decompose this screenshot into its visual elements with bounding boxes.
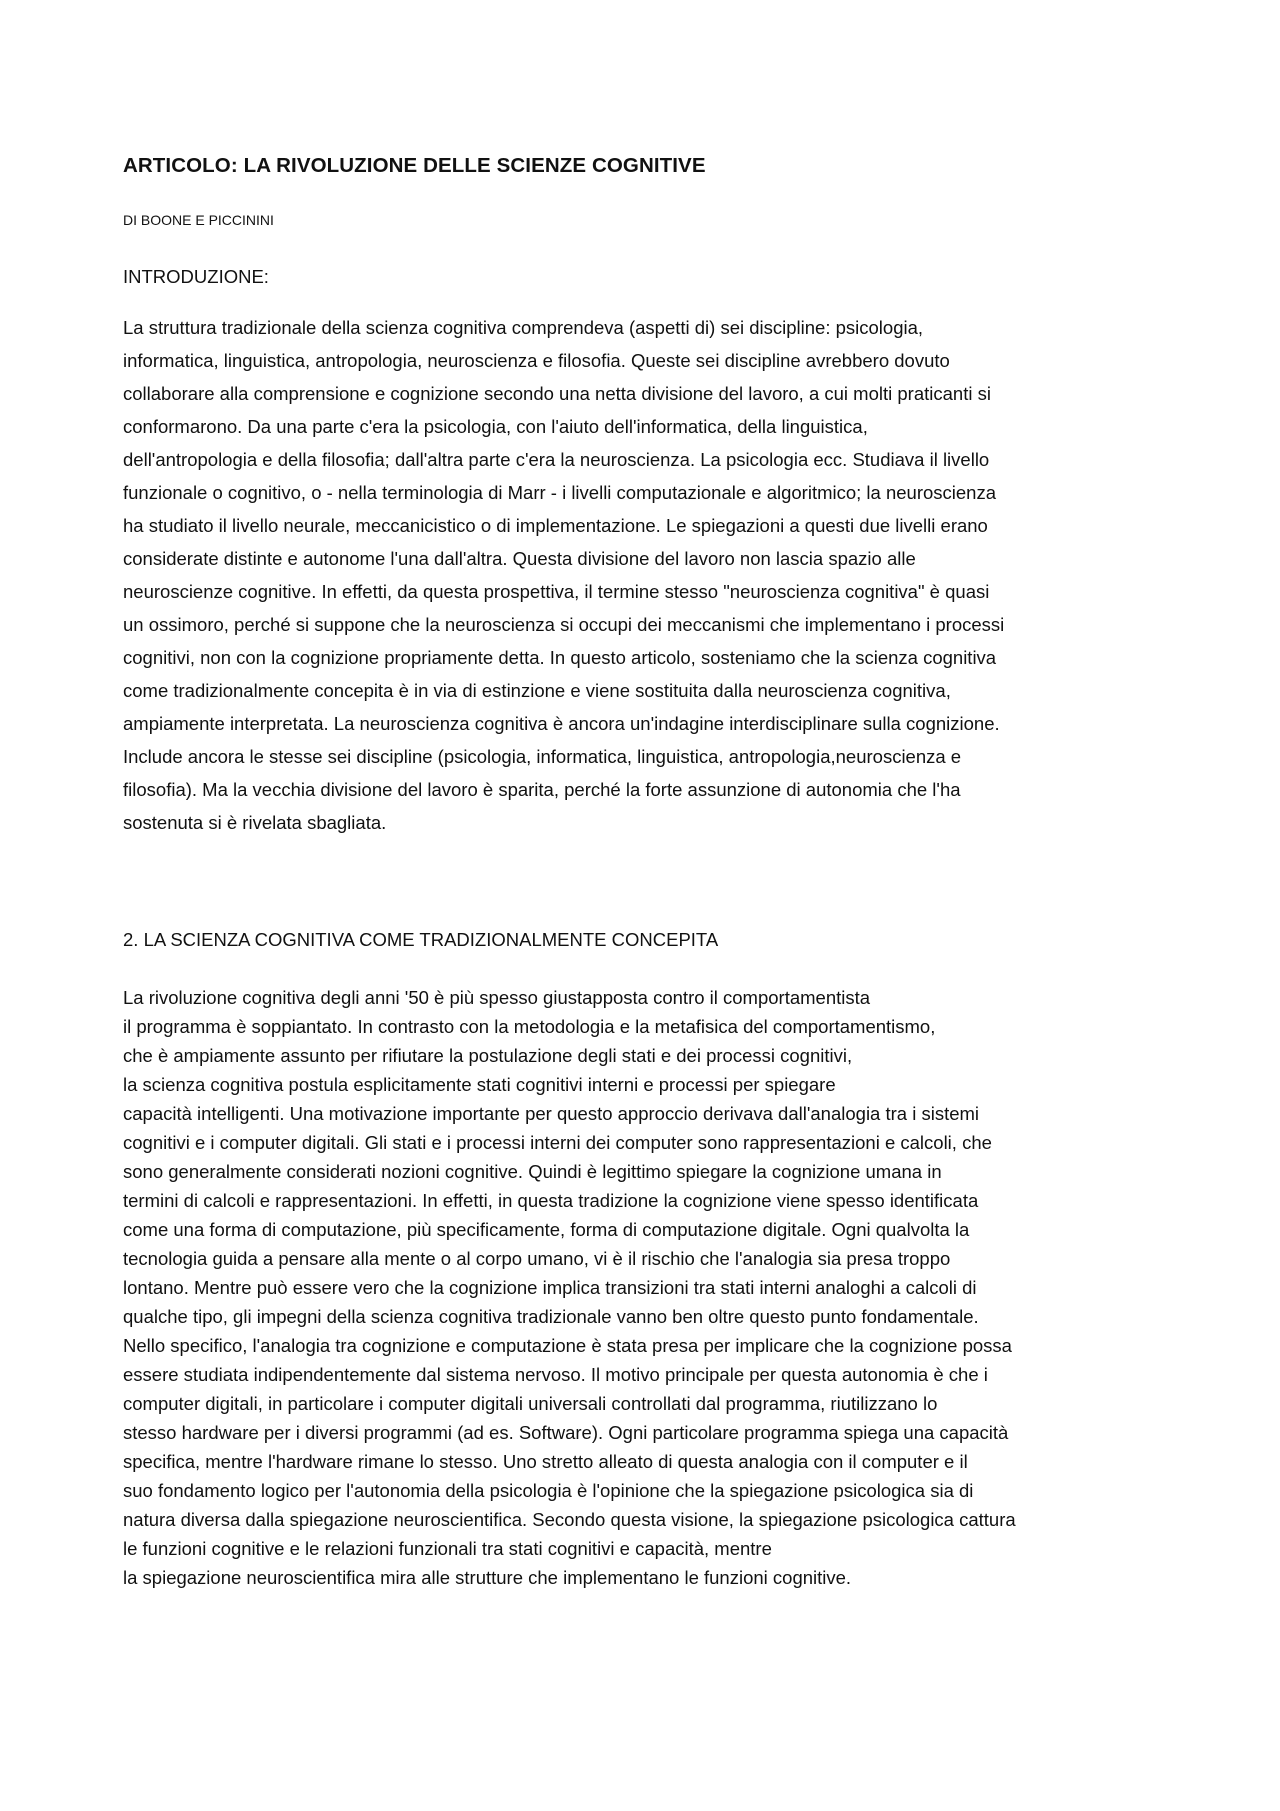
- text-line: suo fondamento logico per l'autonomia della psicologia è l'opinione che la spiegazione psicologica sia di: [123, 1480, 974, 1501]
- text-line: collaborare alla comprensione e cognizione secondo una netta divisione del lavoro, a cui molti praticanti si: [123, 383, 991, 404]
- text-line: la scienza cognitiva postula esplicitamente stati cognitivi interni e processi per spiegare: [123, 1074, 836, 1095]
- text-line: le funzioni cognitive e le relazioni funzionali tra stati cognitivi e capacità, mentre: [123, 1538, 772, 1559]
- text-line: cognitivi, non con la cognizione propriamente detta. In questo articolo, sosteniamo che la scienza cognitiva: [123, 647, 997, 668]
- text-line: sono generalmente considerati nozioni cognitive. Quindi è legittimo spiegare la cognizione umana in: [123, 1161, 942, 1182]
- text-line: natura diversa dalla spiegazione neuroscientifica. Secondo questa visione, la spiegazione psicologica cattura: [123, 1509, 1016, 1530]
- intro-heading: INTRODUZIONE:: [123, 266, 269, 287]
- text-line: capacità intelligenti. Una motivazione importante per questo approccio derivava dall'analogia tra i sistemi: [123, 1103, 980, 1124]
- text-line: filosofia). Ma la vecchia divisione del lavoro è sparita, perché la forte assunzione di autonomia che l'ha: [123, 779, 961, 800]
- text-line: come una forma di computazione, più specificamente, forma di computazione digitale. Ogni qualvolta la: [123, 1219, 970, 1240]
- text-line: come tradizionalmente concepita è in via di estinzione e viene sostituita dalla neuroscienza cognitiva,: [123, 680, 951, 701]
- article-title: ARTICOLO: LA RIVOLUZIONE DELLE SCIENZE COGNITIVE: [123, 154, 706, 177]
- text-line: tecnologia guida a pensare alla mente o al corpo umano, vi è il rischio che l'analogia sia presa troppo: [123, 1248, 951, 1269]
- text-line: ha studiato il livello neurale, meccanicistico o di implementazione. Le spiegazioni a questi due livelli erano: [123, 515, 988, 536]
- text-line: informatica, linguistica, antropologia, neuroscienza e filosofia. Queste sei discipline avrebbero dovuto: [123, 350, 950, 371]
- text-line: la spiegazione neuroscientifica mira alle strutture che implementano le funzioni cognitive.: [123, 1567, 852, 1588]
- section-2-heading: 2. LA SCIENZA COGNITIVA COME TRADIZIONALMENTE CONCEPITA: [123, 929, 719, 950]
- text-line: neuroscienze cognitive. In effetti, da questa prospettiva, il termine stesso "neuroscienza cognitiva" è quasi: [123, 581, 990, 602]
- text-line: qualche tipo, gli impegni della scienza cognitiva tradizionale vanno ben oltre questo punto fondamentale.: [123, 1306, 979, 1327]
- text-line: ampiamente interpretata. La neuroscienza cognitiva è ancora un'indagine interdisciplinare sulla cognizione.: [123, 713, 1000, 734]
- text-line: lontano. Mentre può essere vero che la cognizione implica transizioni tra stati interni analoghi a calcoli di: [123, 1277, 977, 1298]
- text-line: il programma è soppiantato. In contrasto con la metodologia e la metafisica del comportamentismo,: [123, 1016, 936, 1037]
- text-line: termini di calcoli e rappresentazioni. In effetti, in questa tradizione la cognizione viene spesso identificata: [123, 1190, 979, 1211]
- text-line: cognitivi e i computer digitali. Gli stati e i processi interni dei computer sono rappresentazioni e calcoli, che: [123, 1132, 992, 1153]
- text-line: che è ampiamente assunto per rifiutare la postulazione degli stati e dei processi cognitivi,: [123, 1045, 853, 1066]
- text-line: La struttura tradizionale della scienza cognitiva comprendeva (aspetti di) sei discipline: psicologia,: [123, 317, 924, 338]
- text-line: Include ancora le stesse sei discipline (psicologia, informatica, linguistica, antropologia,neuroscienza e: [123, 746, 962, 767]
- text-line: computer digitali, in particolare i computer digitali universali controllati dal programma, riutilizzano lo: [123, 1393, 938, 1414]
- text-line: dell'antropologia e della filosofia; dall'altra parte c'era la neuroscienza. La psicologia ecc. Studiava il livello: [123, 449, 990, 470]
- intro-paragraph: [123, 311, 1004, 839]
- text-line: Nello specifico, l'analogia tra cognizione e computazione è stata presa per implicare che la cognizione possa: [123, 1335, 1012, 1356]
- text-line: La rivoluzione cognitiva degli anni '50 è più spesso giustapposta contro il comportamentista: [123, 987, 871, 1008]
- section-2-paragraph: [123, 983, 1016, 1592]
- text-line: stesso hardware per i diversi programmi (ad es. Software). Ogni particolare programma spiega una capacità: [123, 1422, 1009, 1443]
- text-line: un ossimoro, perché si suppone che la neuroscienza si occupi dei meccanismi che implementano i processi: [123, 614, 1005, 635]
- text-line: sostenuta si è rivelata sbagliata.: [123, 812, 387, 833]
- text-line: funzionale o cognitivo, o - nella terminologia di Marr - i livelli computazionale e algoritmico; la neuroscienza: [123, 482, 997, 503]
- text-line: considerate distinte e autonome l'una dall'altra. Questa divisione del lavoro non lascia spazio alle: [123, 548, 916, 569]
- text-line: conformarono. Da una parte c'era la psicologia, con l'aiuto dell'informatica, della linguistica,: [123, 416, 868, 437]
- text-line: essere studiata indipendentemente dal sistema nervoso. Il motivo principale per questa autonomia è che i: [123, 1364, 988, 1385]
- article-byline: DI BOONE E PICCININI: [123, 212, 274, 228]
- text-line: specifica, mentre l'hardware rimane lo stesso. Uno stretto alleato di questa analogia con il computer e il: [123, 1451, 968, 1472]
